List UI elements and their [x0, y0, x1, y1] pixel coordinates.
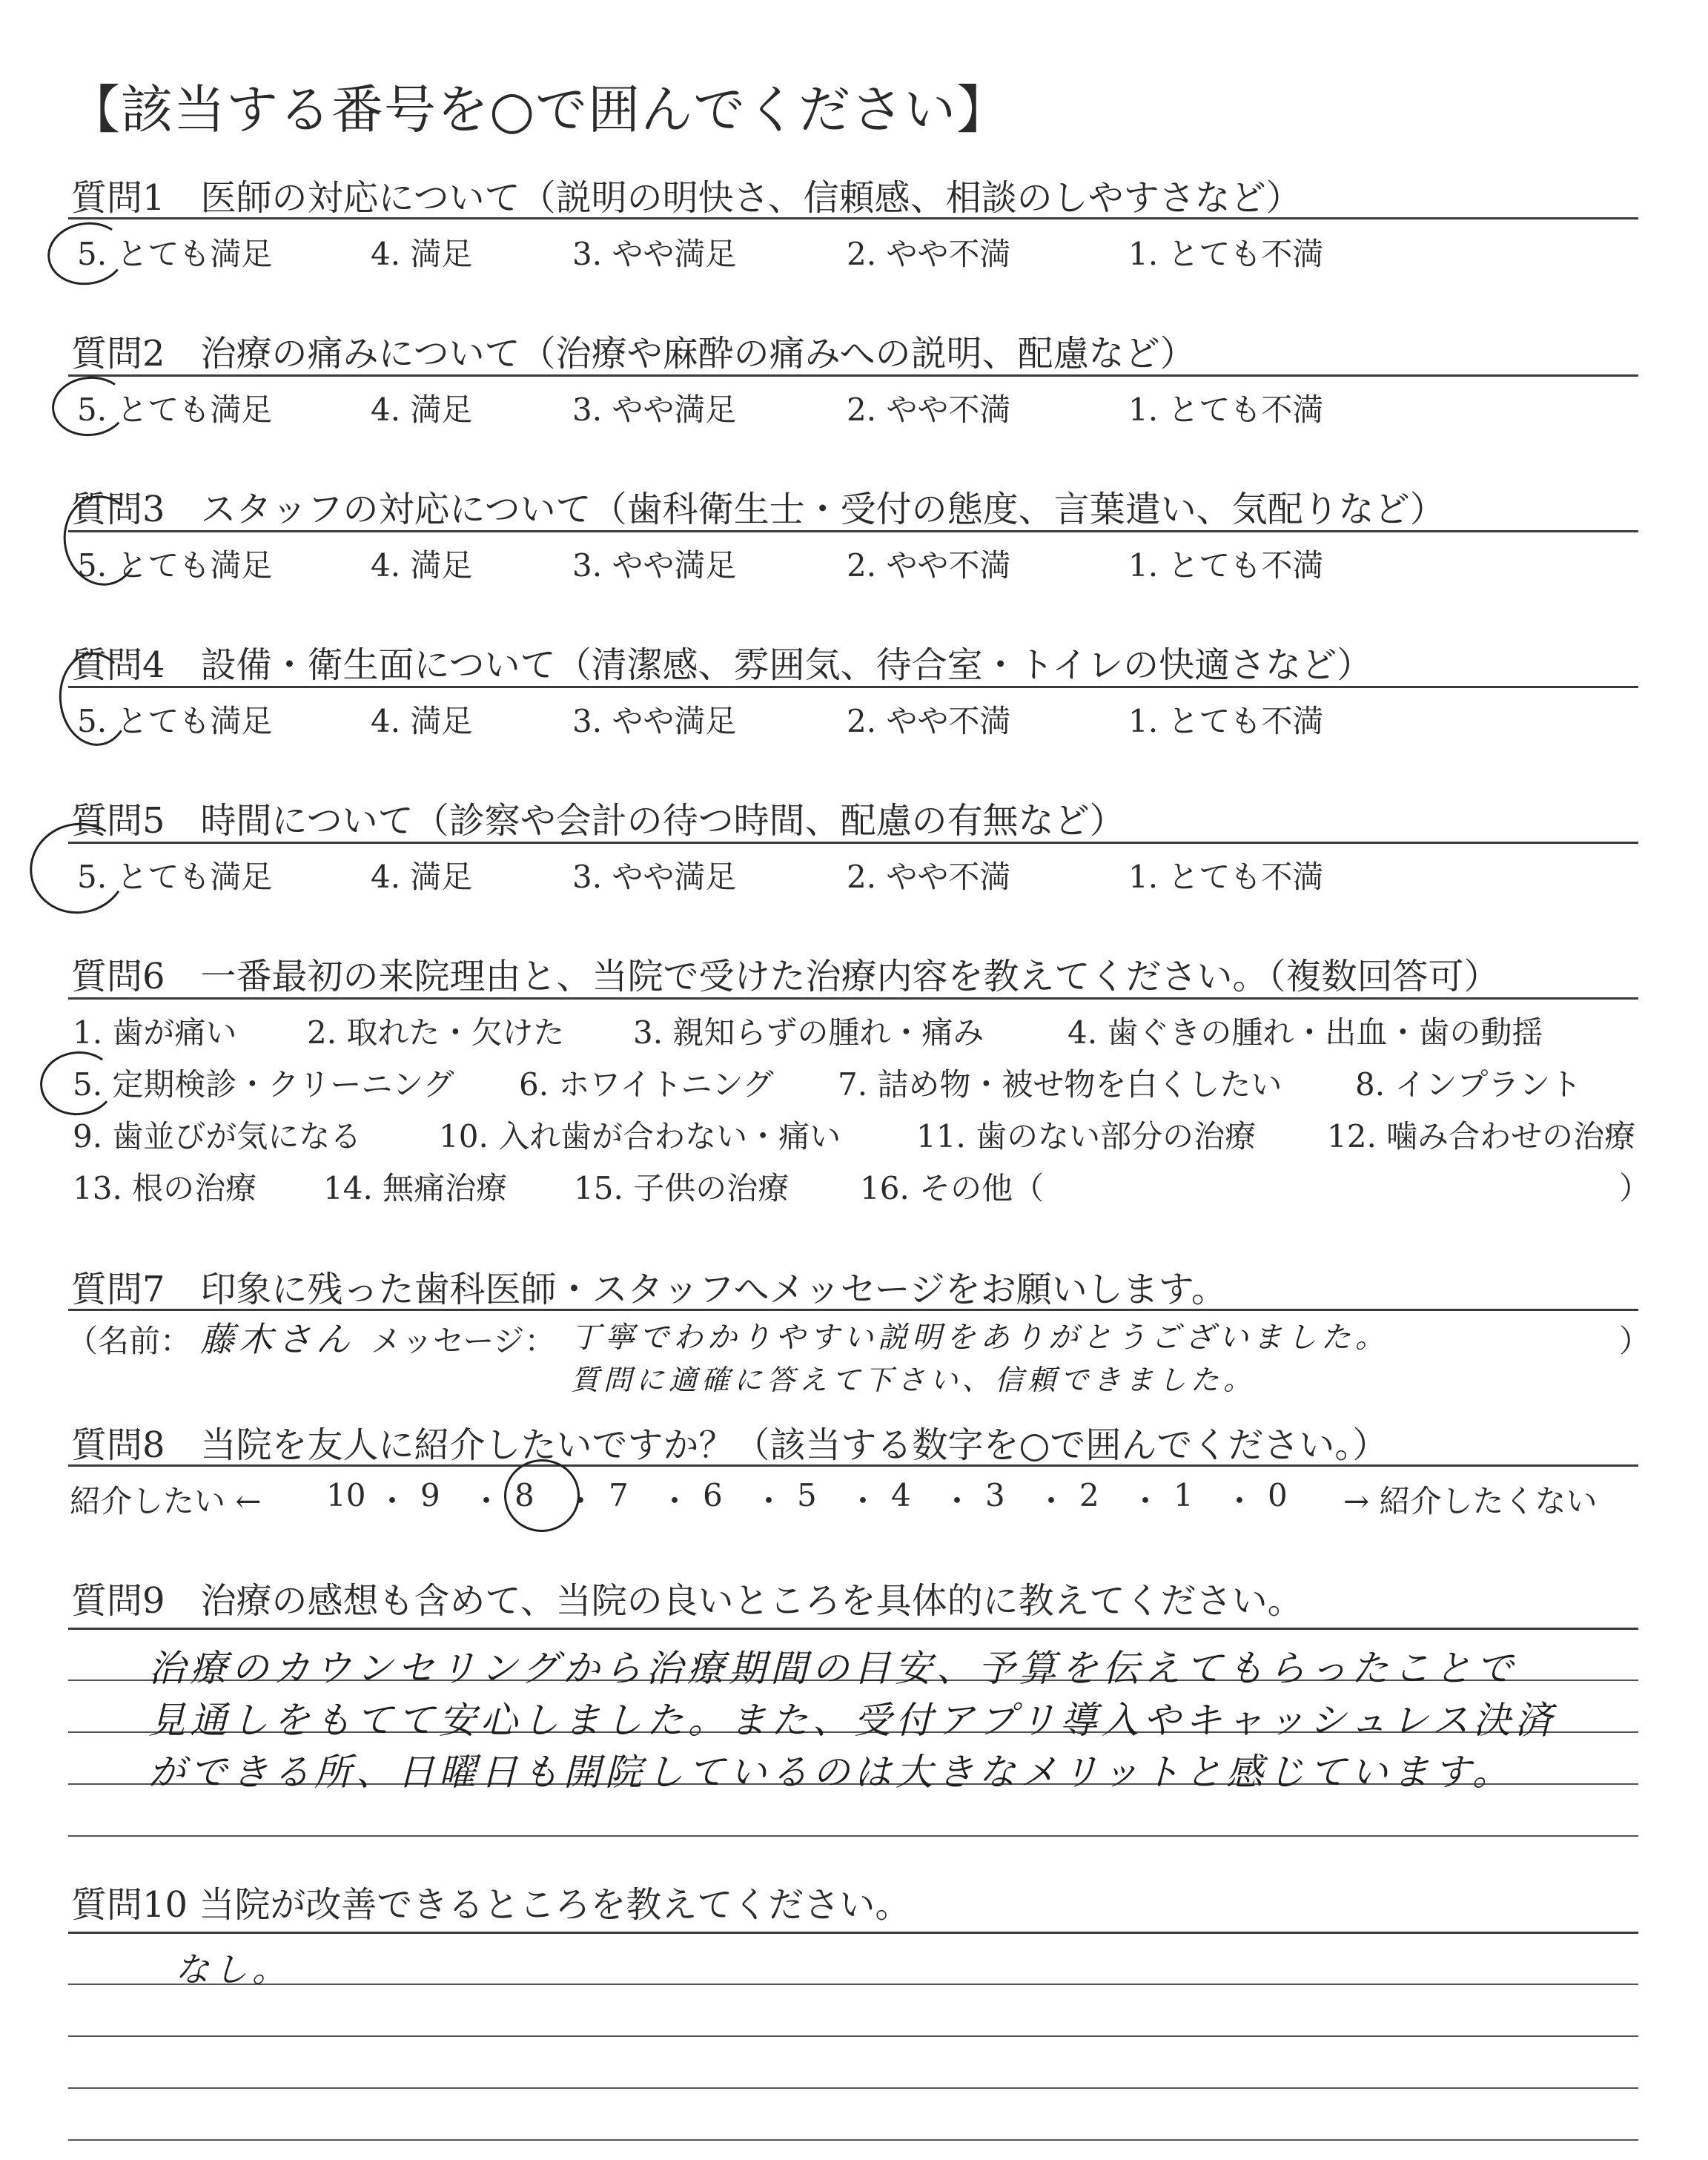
- q1-option-4[interactable]: 4. 満足: [371, 236, 473, 272]
- q10-writing-line: [68, 2139, 1638, 2141]
- q7-message-label: メッセージ：: [371, 1323, 556, 1359]
- q9-answer-line-1: 治療のカウンセリングから治療期間の目安、予算を伝えてもらったことで: [148, 1647, 1517, 1690]
- q2-option-5[interactable]: 5. とても満足: [77, 392, 273, 428]
- question-6-rule: [68, 997, 1638, 1000]
- q3-option-3[interactable]: 3. やや満足: [572, 547, 737, 584]
- q7-close: ）: [1619, 1323, 1651, 1359]
- q6-option-11[interactable]: 11. 歯のない部分の治療: [916, 1118, 1257, 1155]
- q6-option-1[interactable]: 1. 歯が痛い: [73, 1014, 237, 1051]
- q8-selection-circle: [502, 1457, 583, 1535]
- q2-option-3[interactable]: 3. やや満足: [572, 392, 737, 428]
- q6-option-10[interactable]: 10. 入れ歯が合わない・痛い: [439, 1118, 841, 1155]
- q10-answer: なし。: [175, 1949, 291, 1989]
- q10-writing-line: [68, 1984, 1638, 1985]
- q6-option-3[interactable]: 3. 親知らずの腫れ・痛み: [633, 1014, 984, 1051]
- page-title: 【該当する番号を○で囲んでください】: [68, 79, 1010, 140]
- q7-name-label: （名前：: [67, 1323, 192, 1359]
- question-3-rule: [68, 530, 1638, 532]
- q5-option-2[interactable]: 2. やや不満: [847, 859, 1011, 895]
- q5-option-5[interactable]: 5. とても満足: [77, 859, 273, 895]
- q5-option-4[interactable]: 4. 満足: [371, 859, 473, 895]
- q9-answer-line-2: 見通しをもてて安心しました。また、受付アプリ導入やキャッシュレス決済: [148, 1699, 1557, 1742]
- question-10-label: 質問10 当院が改善できるところを教えてください。: [71, 1884, 911, 1926]
- q6-option-14[interactable]: 14. 無痛治療: [323, 1170, 508, 1206]
- q6-option-4[interactable]: 4. 歯ぐきの腫れ・出血・歯の動揺: [1068, 1014, 1543, 1051]
- question-4-rule: [68, 686, 1638, 688]
- q3-option-1[interactable]: 1. とても不満: [1128, 547, 1324, 584]
- q4-option-2[interactable]: 2. やや不満: [847, 703, 1011, 739]
- q6-option-2[interactable]: 2. 取れた・欠けた: [307, 1014, 565, 1051]
- q7-name-value: 藤木さん: [200, 1319, 354, 1359]
- question-3-label: 質問3 スタッフの対応について（歯科衛生士・受付の態度、言葉遣い、気配りなど）: [71, 489, 1446, 530]
- q7-message-line-1: 丁寧でわかりやすい説明をありがとうございました。: [571, 1321, 1389, 1355]
- q10-writing-line: [68, 2035, 1638, 2037]
- q8-scale-2[interactable]: 2: [1079, 1477, 1099, 1513]
- question-1-rule: [68, 217, 1638, 219]
- q7-message-line-2: 質問に適確に答えて下さい、信頼できました。: [571, 1364, 1257, 1396]
- q6-option-6[interactable]: 6. ホワイトニング: [519, 1066, 774, 1103]
- q6-option-7[interactable]: 7. 詰め物・被せ物を白くしたい: [838, 1066, 1282, 1103]
- q8-scale-7[interactable]: 7: [609, 1477, 629, 1513]
- q6-option-8[interactable]: 8. インプラント: [1355, 1066, 1582, 1103]
- q8-scale-separator: ・: [1224, 1483, 1256, 1519]
- q10-writing-line: [68, 2087, 1638, 2089]
- q4-option-3[interactable]: 3. やや満足: [572, 703, 737, 739]
- q6-option-13[interactable]: 13. 根の治療: [73, 1170, 257, 1206]
- question-4-label: 質問4 設備・衛生面について（清潔感、雰囲気、待合室・トイレの快適さなど）: [71, 644, 1373, 686]
- q8-scale-6[interactable]: 6: [703, 1477, 723, 1513]
- q1-option-3[interactable]: 3. やや満足: [572, 236, 737, 272]
- question-2-rule: [68, 374, 1638, 377]
- question-2-label: 質問2 治療の痛みについて（治療や麻酔の痛みへの説明、配慮など）: [71, 333, 1196, 374]
- q8-scale-1[interactable]: 1: [1174, 1477, 1194, 1513]
- q9-writing-line: [68, 1835, 1638, 1837]
- question-5-rule: [68, 842, 1638, 844]
- q2-option-2[interactable]: 2. やや不満: [847, 392, 1011, 428]
- q8-scale-separator: ・: [847, 1483, 879, 1519]
- question-8-label: 質問8 当院を友人に紹介したいですか？（該当する数字を○で囲んでください。）: [71, 1424, 1388, 1466]
- question-7-rule: [68, 1309, 1638, 1311]
- q8-scale-5[interactable]: 5: [797, 1477, 817, 1513]
- q8-scale-8[interactable]: 8: [514, 1477, 534, 1513]
- question-9-rule: [68, 1628, 1638, 1630]
- q6-option-9[interactable]: 9. 歯並びが気になる: [73, 1118, 362, 1155]
- question-5-label: 質問5 時間について（診察や会計の待つ時間、配慮の有無など）: [71, 800, 1125, 842]
- q3-option-2[interactable]: 2. やや不満: [847, 547, 1011, 584]
- q6-other-close: ）: [1619, 1170, 1651, 1206]
- question-8-rule: [68, 1464, 1638, 1467]
- q8-left-label: 紹介したい ←: [70, 1483, 262, 1519]
- q8-scale-separator: ・: [659, 1483, 691, 1519]
- q8-scale-separator: ・: [565, 1483, 597, 1519]
- q4-option-5[interactable]: 5. とても満足: [77, 703, 273, 739]
- q2-option-1[interactable]: 1. とても不満: [1128, 392, 1324, 428]
- q9-answer-line-3: ができる所、日曜日も開院しているのは大きなメリットと感じています。: [148, 1751, 1514, 1794]
- q8-right-label: → 紹介したくない: [1343, 1483, 1598, 1519]
- q2-option-4[interactable]: 4. 満足: [371, 392, 473, 428]
- q1-option-1[interactable]: 1. とても不満: [1128, 236, 1324, 272]
- q8-scale-separator: ・: [377, 1483, 408, 1519]
- q3-option-5[interactable]: 5. とても満足: [77, 547, 273, 584]
- q8-scale-0[interactable]: 0: [1268, 1477, 1288, 1513]
- q8-scale-3[interactable]: 3: [985, 1477, 1005, 1513]
- q8-scale-4[interactable]: 4: [891, 1477, 911, 1513]
- q6-option-16[interactable]: 16. その他（: [860, 1170, 1045, 1206]
- question-1-label: 質問1 医師の対応について（説明の明快さ、信頼感、相談のしやすさなど）: [71, 177, 1302, 219]
- q1-option-5[interactable]: 5. とても満足: [77, 236, 273, 272]
- q6-option-5[interactable]: 5. 定期検診・クリーニング: [73, 1066, 454, 1103]
- q4-option-1[interactable]: 1. とても不満: [1128, 703, 1324, 739]
- q3-option-4[interactable]: 4. 満足: [371, 547, 473, 584]
- question-10-rule: [68, 1932, 1638, 1934]
- q1-option-2[interactable]: 2. やや不満: [847, 236, 1011, 272]
- q8-scale-9[interactable]: 9: [420, 1477, 440, 1513]
- question-6-label: 質問6 一番最初の来院理由と、当院で受けた治療内容を教えてください。（複数回答可）: [71, 956, 1500, 997]
- q8-scale-separator: ・: [1036, 1483, 1068, 1519]
- q1-selection-circle: [44, 217, 130, 290]
- q5-option-3[interactable]: 3. やや満足: [572, 859, 737, 895]
- q6-selection-circle: [37, 1048, 119, 1119]
- q6-option-12[interactable]: 12. 噛み合わせの治療: [1327, 1118, 1636, 1155]
- q8-scale-10[interactable]: 10: [326, 1477, 366, 1513]
- q5-option-1[interactable]: 1. とても不満: [1128, 859, 1324, 895]
- q6-option-15[interactable]: 15. 子供の治療: [574, 1170, 790, 1206]
- q8-scale-separator: ・: [471, 1483, 503, 1519]
- question-9-label: 質問9 治療の感想も含めて、当院の良いところを具体的に教えてください。: [71, 1580, 1303, 1622]
- q8-scale-separator: ・: [941, 1483, 973, 1519]
- q4-option-4[interactable]: 4. 満足: [371, 703, 473, 739]
- q8-scale-separator: ・: [753, 1483, 785, 1519]
- q8-scale-separator: ・: [1130, 1483, 1162, 1519]
- question-7-label: 質問7 印象に残った歯科医師・スタッフへメッセージをお願いします。: [71, 1269, 1227, 1310]
